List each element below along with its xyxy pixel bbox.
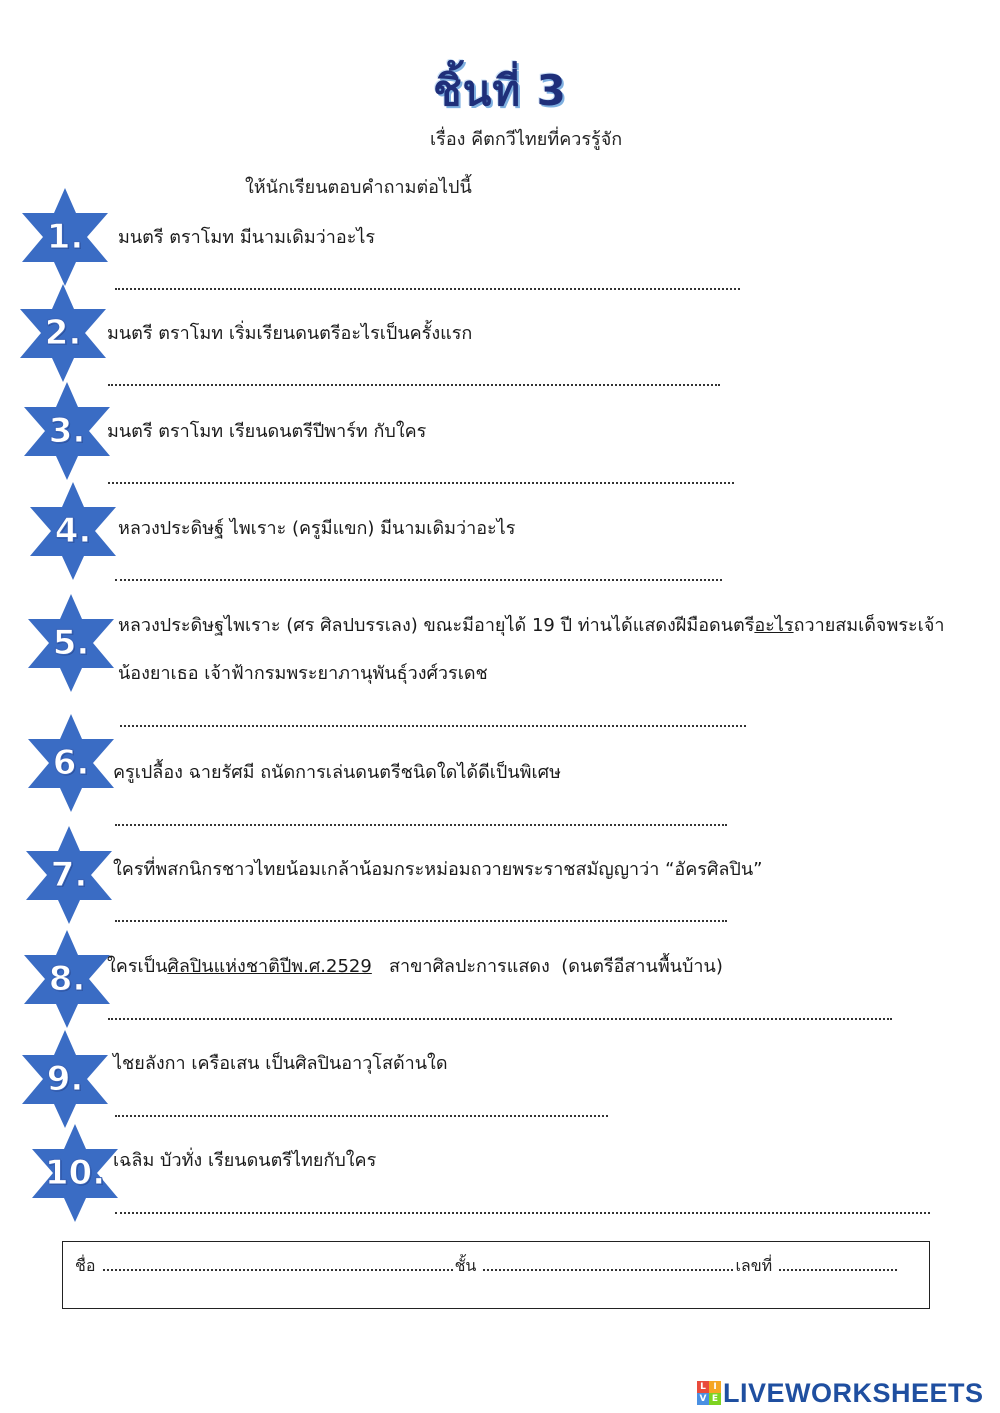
question-text: ใครเป็นศิลปินแห่งชาติปีพ.ศ.2529 สาขาศิลปะการแสดง (ดนตรีอีสานพื้นบ้าน)	[107, 956, 723, 977]
star-number-icon	[20, 284, 106, 382]
instruction-text: ให้นักเรียนตอบคำถามต่อไปนี้	[245, 177, 472, 198]
question-text: หลวงประดิษฐไพเราะ (ศร ศิลปบรรเลง) ขณะมีอายุได้ 19 ปี ท่านได้แสดงฝีมือดนตรีอะไรถวายสมเด็จพระเจ้า	[118, 615, 945, 636]
class-label: ชั้น	[454, 1256, 477, 1275]
liveworksheets-logo	[697, 1378, 984, 1408]
name-label: ชื่อ	[75, 1256, 96, 1275]
answer-line[interactable]	[108, 472, 734, 484]
answer-line[interactable]	[115, 910, 727, 922]
question-number: 10.	[44, 1153, 106, 1193]
answer-line[interactable]	[115, 1202, 930, 1214]
question-number: 5.	[52, 623, 90, 663]
question-number: 1.	[46, 217, 84, 257]
question-text: ไชยลังกา เครือเสน เป็นศิลปินอาวุโสด้านใด	[113, 1053, 448, 1074]
question-number: 8.	[48, 959, 86, 999]
question-number: 4.	[54, 511, 92, 551]
question-text: หลวงประดิษฐ์ ไพเราะ (ครูมีแขก) มีนามเดิมว่าอะไร	[118, 518, 516, 539]
question-number: 9.	[46, 1059, 84, 1099]
star-number-icon	[28, 714, 114, 812]
worksheet-subtitle: เรื่อง คีตกวีไทยที่ควรรู้จัก	[430, 129, 623, 150]
brand-name: LIVEWORKSHEETS	[723, 1377, 984, 1408]
star-number-icon	[30, 482, 116, 580]
star-number-icon	[32, 1124, 118, 1222]
question-text: เฉลิม บัวทั่ง เรียนดนตรีไทยกับใคร	[113, 1150, 377, 1171]
answer-line[interactable]	[115, 1105, 608, 1117]
question-number: 6.	[52, 743, 90, 783]
answer-line[interactable]	[120, 715, 746, 727]
number-label: เลขที่	[735, 1256, 773, 1275]
worksheet-title: ชิ้นที่ 3	[433, 66, 567, 115]
question-text: มนตรี ตราโมท เริ่มเรียนดนตรีอะไรเป็นครั้งแรก	[107, 323, 473, 344]
question-text: มนตรี ตราโมท เรียนดนตรีปีพาร์ท กับใคร	[107, 421, 427, 442]
question-text: มนตรี ตราโมท มีนามเดิมว่าอะไร	[118, 227, 376, 248]
question-number: 3.	[48, 411, 86, 451]
answer-line[interactable]	[115, 569, 722, 581]
question-text-continued: น้องยาเธอ เจ้าฟ้ากรมพระยาภานุพันธุ์วงศ์วรเดช	[118, 663, 488, 684]
answer-line[interactable]	[108, 1008, 892, 1020]
brand-logo-icon: L I V E	[697, 1381, 721, 1405]
name-field[interactable]	[103, 1259, 453, 1271]
star-number-icon	[22, 1030, 108, 1128]
student-info-line	[75, 1254, 899, 1279]
answer-line[interactable]	[115, 814, 727, 826]
question-number: 2.	[44, 313, 82, 353]
star-number-icon	[28, 594, 114, 692]
student-info-box	[62, 1241, 930, 1309]
question-text: ใครที่พสกนิกรชาวไทยน้อมเกล้าน้อมกระหม่อมถวายพระราชสมัญญาว่า “อัครศิลปิน”	[113, 859, 763, 880]
star-number-icon	[24, 382, 110, 480]
star-number-icon	[24, 930, 110, 1028]
star-number-icon	[22, 188, 108, 286]
class-field[interactable]	[483, 1259, 733, 1271]
answer-line[interactable]	[108, 374, 720, 386]
question-text: ครูเปลื้อง ฉายรัศมี ถนัดการเล่นดนตรีชนิดใดได้ดีเป็นพิเศษ	[113, 762, 561, 783]
number-field[interactable]	[779, 1259, 897, 1271]
star-number-icon	[26, 826, 112, 924]
question-number: 7.	[50, 855, 88, 895]
answer-line[interactable]	[115, 278, 740, 290]
